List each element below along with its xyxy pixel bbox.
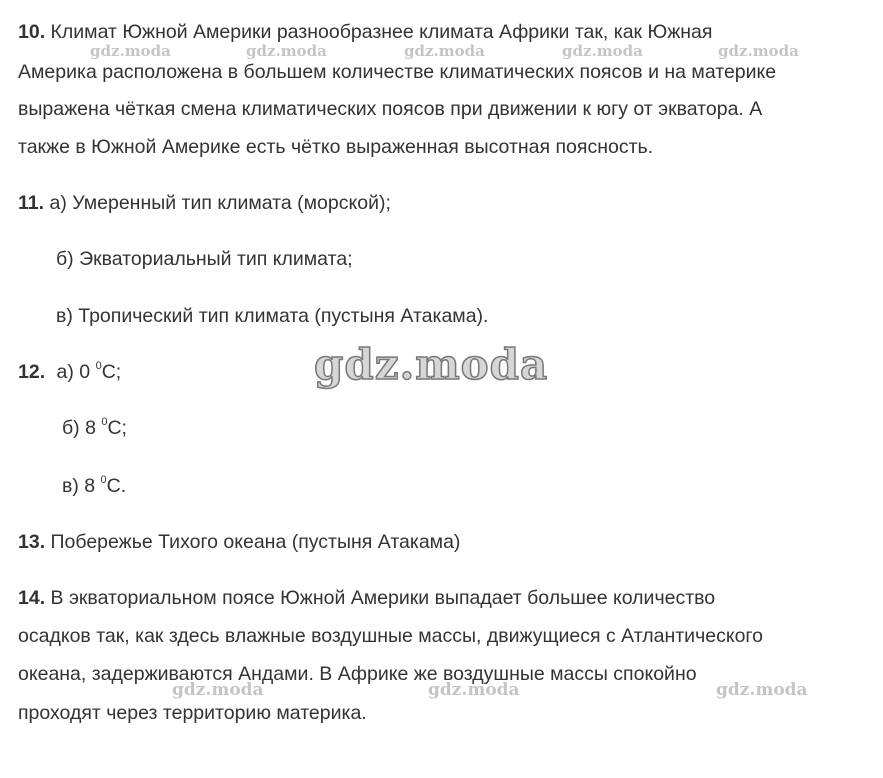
q14-line-2: осадков так, как здесь влажные воздушные массы, движущиеся с Атлантического: [18, 625, 763, 647]
watermark-bottom-1: gdz.moda: [172, 680, 264, 700]
q14-number: 14.: [18, 587, 46, 609]
watermark-bottom-2: gdz.moda: [428, 680, 520, 700]
q10-text-1: Климат Южной Америки разнообразнее климата Африки так, как Южная: [50, 21, 713, 43]
q11-answer-b: б) Экваториальный тип климата;: [56, 248, 353, 270]
watermark-bottom-3: gdz.moda: [716, 680, 808, 700]
q12-answer-b: б) 8 $^0$C;: [62, 416, 127, 439]
watermark-center: gdz.moda: [314, 340, 549, 389]
q14-text-1: В экваториальном поясе Южной Америки выпадает большее количество: [50, 587, 716, 609]
q12-line-a: [18, 360, 121, 384]
watermark-top-5: gdz.moda: [718, 42, 799, 60]
q13-text: Побережье Тихого океана (пустыня Атакама): [50, 531, 461, 553]
q14-line-3: океана, задерживаются Андами. В Африке же воздушные массы спокойно: [18, 663, 697, 685]
q10-line-1: [18, 20, 712, 44]
q10-line-3: выражена чёткая смена климатических поясов при движении к югу от экватора. А: [18, 98, 763, 120]
q12-number: 12.: [18, 361, 46, 383]
q12-answer-a: а) 0 $^0$C;: [56, 360, 122, 383]
q14-line-4: проходят через территорию материка.: [18, 702, 367, 724]
q11-line-a: [18, 191, 391, 215]
q11-number: 11.: [18, 192, 45, 214]
q13-number: 13.: [18, 531, 46, 553]
q10-number: 10.: [18, 21, 46, 43]
q11-answer-c: в) Тропический тип климата (пустыня Атакама).: [56, 305, 489, 327]
watermark-top-1: gdz.moda: [90, 42, 171, 60]
q13-line: [18, 530, 460, 554]
q11-answer-a: а) Умеренный тип климата (морской);: [49, 192, 391, 214]
q12-answer-c: в) 8 $^0$C.: [62, 474, 127, 497]
watermark-top-3: gdz.moda: [404, 42, 485, 60]
watermark-top-4: gdz.moda: [562, 42, 643, 60]
watermark-top-2: gdz.moda: [246, 42, 327, 60]
q10-line-2: Америка расположена в большем количестве климатических поясов и на материке: [18, 61, 777, 83]
q14-line-1: [18, 586, 715, 610]
q10-line-4: также в Южной Америке есть чётко выраженная высотная поясность.: [18, 136, 654, 158]
